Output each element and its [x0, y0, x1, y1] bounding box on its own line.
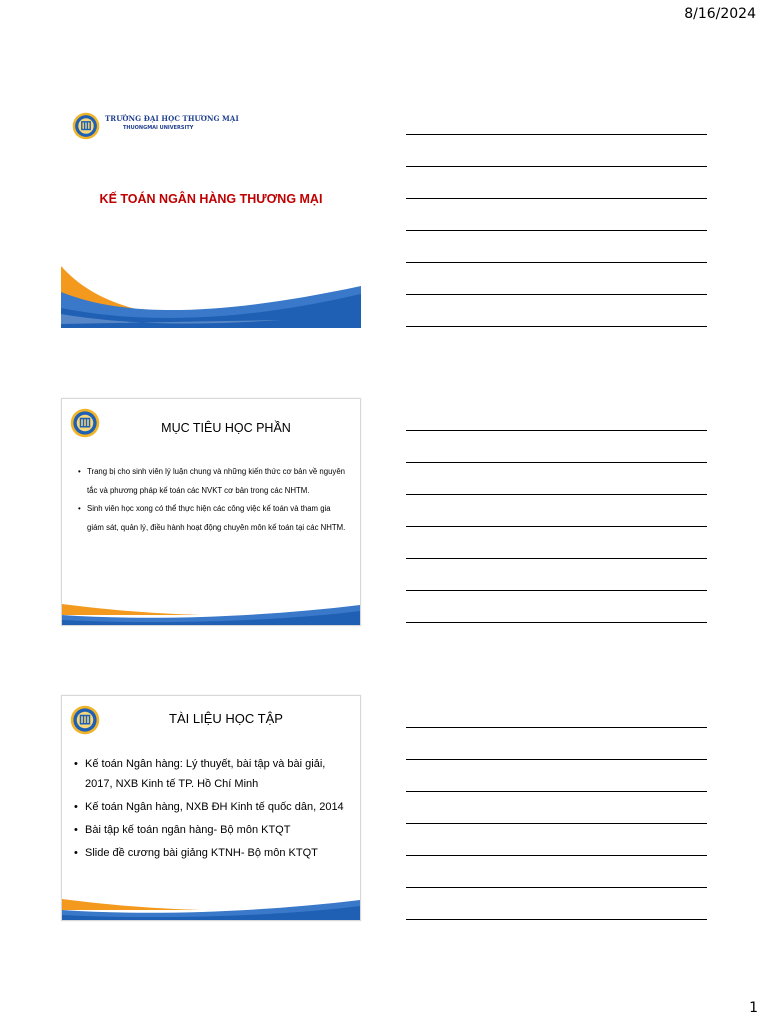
bullet-list — [74, 754, 348, 866]
list-item: • Kế toán Ngân hàng, NXB ĐH Kinh tế quốc dân, 2014 — [74, 801, 344, 813]
slide-3-materials — [61, 695, 361, 921]
decorative-wave — [62, 896, 360, 920]
note-line — [406, 919, 707, 920]
note-line — [406, 727, 707, 728]
note-line — [406, 294, 707, 295]
university-logo-icon — [70, 408, 100, 438]
list-item: • Slide đề cương bài giảng KTNH- Bộ môn KTQT — [74, 847, 318, 859]
note-line — [406, 823, 707, 824]
note-line — [406, 262, 707, 263]
slide-1-title — [61, 100, 361, 328]
note-line — [406, 855, 707, 856]
note-line — [406, 166, 707, 167]
note-line — [406, 759, 707, 760]
list-item: • Kế toán Ngân hàng: Lý thuyết, bài tập và bài giải, 2017, NXB Kinh tế TP. Hồ Chí Minh — [74, 758, 326, 790]
course-title: KẾ TOÁN NGÂN HÀNG THƯƠNG MẠI — [99, 192, 323, 206]
note-line — [406, 526, 707, 527]
bullet-list — [78, 463, 346, 537]
page-number: 1 — [749, 1000, 758, 1016]
note-line — [406, 887, 707, 888]
note-line — [406, 198, 707, 199]
decorative-wave — [61, 264, 361, 328]
note-line — [406, 791, 707, 792]
note-line — [406, 494, 707, 495]
note-line — [406, 622, 707, 623]
note-line — [406, 558, 707, 559]
university-name-en: THUONGMAI UNIVERSITY — [123, 125, 194, 131]
university-logo-icon — [72, 112, 100, 140]
list-item: • Sinh viên học xong có thể thực hiện các công việc kế toán và tham gia giám sát, quản lý, điều hành hoạt động chuyên môn kế toán tại các NHTM. — [78, 504, 346, 532]
note-line — [406, 430, 707, 431]
list-item: • Trang bị cho sinh viên lý luận chung và những kiến thức cơ bản về nguyên tắc và phương pháp kế toán các NVKT cơ bản trong các NHTM. — [78, 467, 345, 495]
list-item: • Bài tập kế toán ngân hàng- Bộ môn KTQT — [74, 824, 291, 836]
note-line — [406, 230, 707, 231]
slide-heading: MỤC TIÊU HỌC PHẦN — [161, 421, 291, 435]
slide-2-objectives — [61, 398, 361, 626]
slide-heading: TÀI LIỆU HỌC TẬP — [169, 711, 283, 726]
university-logo-icon — [70, 705, 100, 735]
print-date: 8/16/2024 — [684, 6, 756, 22]
note-line — [406, 590, 707, 591]
note-line — [406, 134, 707, 135]
note-line — [406, 326, 707, 327]
note-line — [406, 462, 707, 463]
university-name: TRƯỜNG ĐẠI HỌC THƯƠNG MẠI — [105, 114, 239, 123]
decorative-wave — [62, 601, 360, 625]
